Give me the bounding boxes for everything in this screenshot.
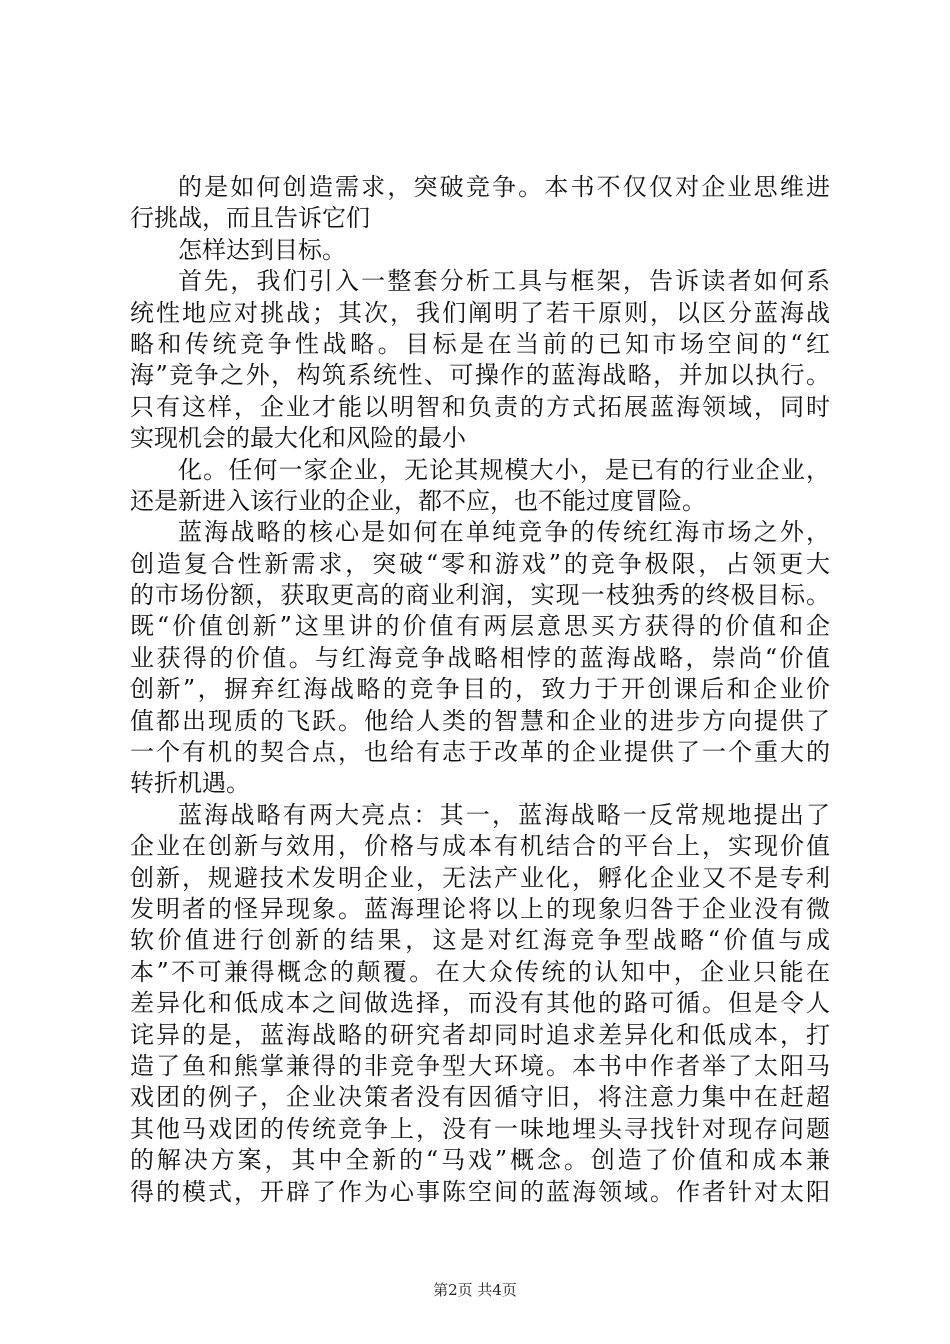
text-line: 蓝海战略的核心是如何在单纯竞争的传统红海市场之外， [178,518,830,547]
text-line: 略和传统竞争性战略。目标是在当前的已知市场空间的“红 [130,329,830,358]
text-line: 实现机会的最大化和风险的最小 [130,424,466,453]
text-line: 值都出现质的飞跃。他给人类的智慧和企业的进步方向提供了 [130,706,830,735]
text-line: 本”不可兼得概念的颠覆。在大众传统的认知中，企业只能在 [130,957,830,986]
text-line: 创造复合性新需求，突破“零和游戏”的竞争极限，占领更大 [130,549,830,578]
page-footer: 第2页 共4页 [433,1281,517,1299]
text-line: 的是如何创造需求，突破竞争。本书不仅仅对企业思维进 [178,173,830,201]
text-line: 业获得的价值。与红海竞争战略相悖的蓝海战略，崇尚“价值 [130,643,830,672]
text-line: 其他马戏团的传统竞争上，没有一味地埋头寻找针对现存问题 [130,1114,830,1143]
text-line: 转折机遇。 [130,769,250,798]
document-body [130,172,830,1208]
text-line: 还是新进入该行业的企业，都不应，也不能过度冒险。 [130,486,706,515]
text-line: 的解决方案，其中全新的“马戏”概念。创造了价值和成本兼 [130,1146,830,1175]
text-line: 统性地应对挑战；其次，我们阐明了若干原则，以区分蓝海战 [130,298,830,327]
text-line: 怎样达到目标。 [178,235,346,264]
text-line: 的市场份额，获取更高的商业利润，实现一枝独秀的终极目标。 [130,581,830,610]
text-line: 化。任何一家企业，无论其规模大小，是已有的行业企业， [178,455,830,484]
text-line: 行挑战，而且告诉它们 [130,204,370,233]
text-line: 一个有机的契合点，也给有志于改革的企业提供了一个重大的 [130,738,830,767]
text-line: 创新，规避技术发明企业，无法产业化，孵化企业又不是专利 [130,863,830,892]
text-line: 创新”，摒弃红海战略的竞争目的，致力于开创课后和企业价 [130,675,830,704]
text-line: 软价值进行创新的结果，这是对红海竞争型战略“价值与成 [130,926,830,955]
text-line: 戏团的例子，企业决策者没有因循守旧，将注意力集中在赶超 [130,1083,830,1112]
text-line: 只有这样，企业才能以明智和负责的方式拓展蓝海领域，同时 [130,392,830,421]
text-line: 既“价值创新”这里讲的价值有两层意思买方获得的价值和企 [130,612,830,641]
text-line: 海”竞争之外，构筑系统性、可操作的蓝海战略，并加以执行。 [130,361,830,390]
text-line: 诧异的是，蓝海战略的研究者却同时追求差异化和低成本，打 [130,1020,830,1049]
text-line: 得的模式，开辟了作为心事陈空间的蓝海领域。作者针对太阳 [130,1177,830,1206]
text-line: 造了鱼和熊掌兼得的非竞争型大环境。本书中作者举了太阳马 [130,1051,830,1080]
text-line: 首先，我们引入一整套分析工具与框架，告诉读者如何系 [178,267,830,296]
text-line: 企业在创新与效用，价格与成本有机结合的平台上，实现价值 [130,832,830,861]
text-line: 差异化和低成本之间做选择，而没有其他的路可循。但是令人 [130,989,830,1018]
text-line: 蓝海战略有两大亮点：其一，蓝海战略一反常规地提出了 [178,800,830,829]
text-line: 发明者的怪异现象。蓝海理论将以上的现象归咎于企业没有微 [130,894,830,923]
